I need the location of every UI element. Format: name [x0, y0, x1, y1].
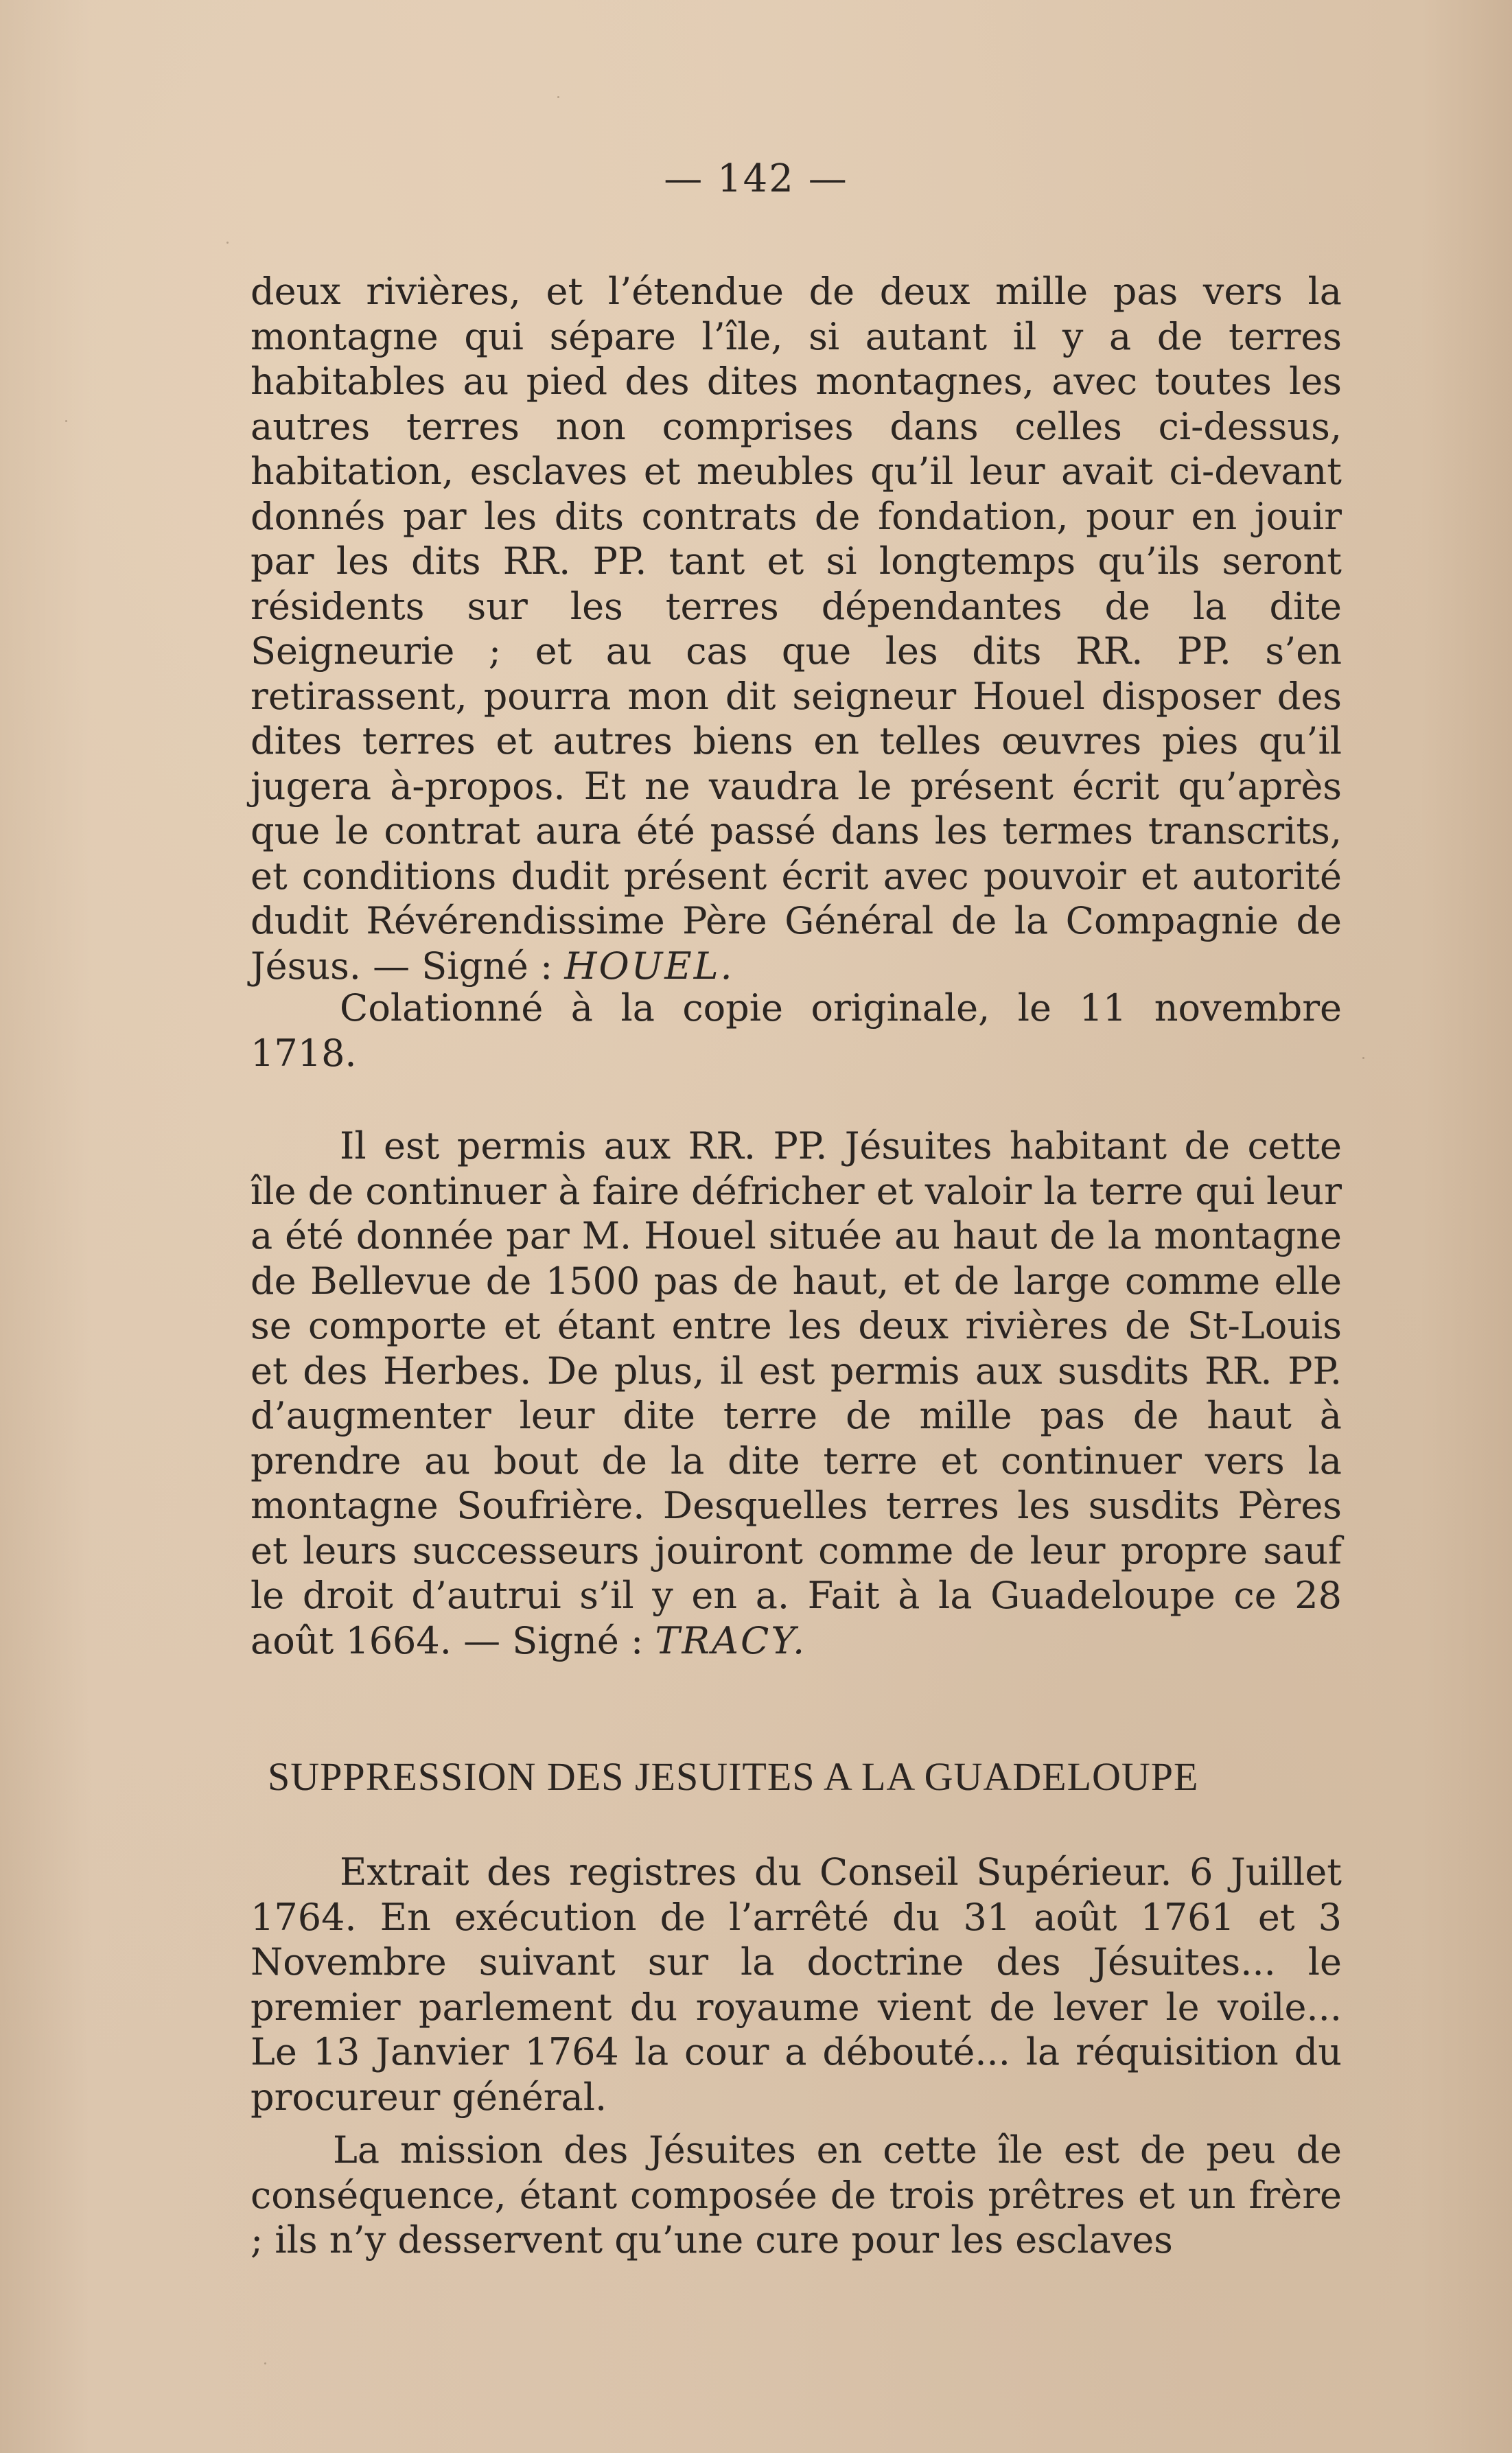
- page-number: — 142 —: [664, 156, 848, 201]
- paragraph-permission: [251, 1124, 1342, 1663]
- paragraph-mission: [251, 2128, 1342, 2263]
- paragraph-text: Colationné à la copie originale, le 11 novembre 1718.: [251, 986, 1342, 1075]
- paragraph-continuation: [251, 269, 1342, 988]
- paragraph-text: Extrait des registres du Conseil Supérieur. 6 Juillet 1764. En exécution de l’arrêté du 31 août 1761 et 3 Novembre suivant sur la doctrine des Jésuites... le premier parlement du royaume vient de lever le voile... Le 13 Janvier 1764 la cour a débouté... la réquisition du procureur général.: [251, 1850, 1342, 2119]
- paper-speck: [226, 242, 229, 244]
- paper-speck: [65, 420, 67, 422]
- signature-tracy: TRACY.: [655, 1618, 807, 1662]
- section-heading: SUPPRESSION DES JESUITES A LA GUADELOUPE: [268, 1754, 1199, 1799]
- paragraph-text: deux rivières, et l’étendue de deux mille pas vers la montagne qui sépare l’île, si autant il y a de terres habitables au pied des dites montagnes, avec toutes les autres terres non comprises dans celles ci-dessus, habitation, esclaves et meubles qu’il leur avait ci-devant donnés par les dits contrats de fondation, pour en jouir par les dits RR. PP. tant et si longtemps qu’ils seront résidents sur les terres dépendantes de la dite Seigneurie ; et au cas que les dits RR. PP. s’en retirassent, pourra mon dit seigneur Houel disposer des dites terres et autres biens en telles œuvres pies qu’il jugera à-propos. Et ne vaudra le présent écrit qu’après que le contrat aura été passé dans les termes transcrits, et conditions dudit présent écrit avec pouvoir et autorité dudit Révérendissime Père Général de la Compagnie de Jésus. — Signé :: [251, 270, 1342, 988]
- paper-speck: [557, 96, 559, 98]
- paper-speck: [1362, 1057, 1364, 1059]
- paragraph-text: Il est permis aux RR. PP. Jésuites habitant de cette île de continuer à faire défricher et valoir la terre qui leur a été donnée par M. Houel située au haut de la montagne de Bellevue de 1500 pas de haut, et de large comme elle se comporte et étant entre les deux rivières de St-Louis et des Herbes. De plus, il est permis aux susdits RR. PP. d’augmenter leur dite terre de mille pas de haut à prendre au bout de la dite terre et continuer vers la montagne Soufrière. Desquelles terres les susdits Pères et leurs successeurs jouiront comme de leur propre sauf le droit d’autrui s’il y en a. Fait à la Guadeloupe ce 28 août 1664. — Signé :: [251, 1124, 1342, 1662]
- paragraph-text: La mission des Jésuites en cette île est de peu de conséquence, étant composée de trois prêtres et un frère ; ils n’y desservent qu’une cure pour les esclaves: [251, 2128, 1342, 2262]
- signature-houel: HOUEL.: [564, 944, 734, 988]
- paper-speck: [264, 2362, 266, 2364]
- paragraph-extrait: [251, 1850, 1342, 2119]
- paragraph-colationne: [251, 986, 1342, 1076]
